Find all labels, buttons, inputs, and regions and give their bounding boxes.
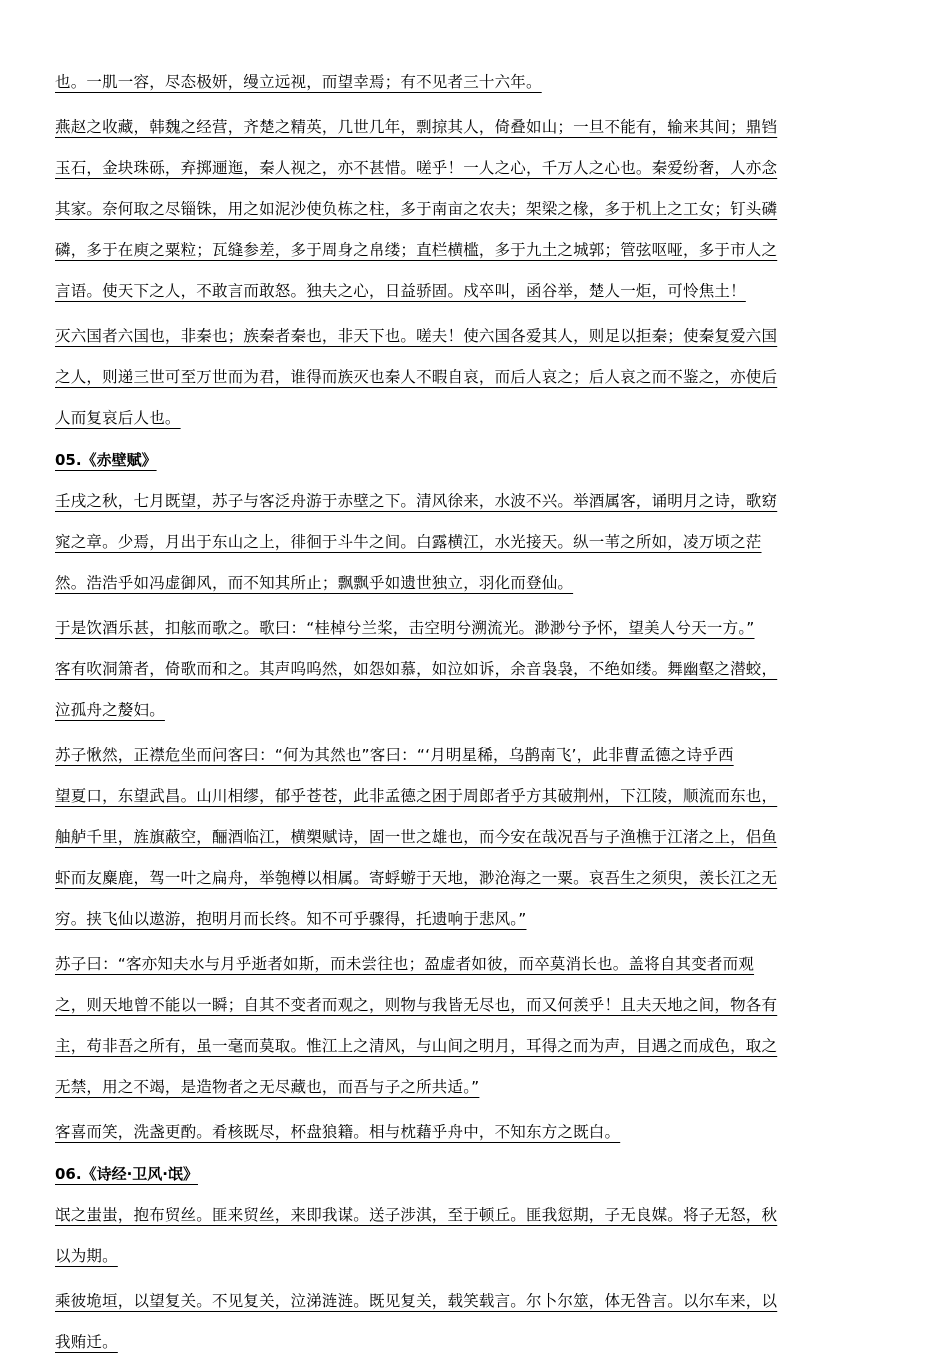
- text-line: 人而复哀后人也。: [55, 409, 181, 427]
- text-line: 然。浩浩乎如冯虚御风，而不知其所止；飘飘乎如遗世独立，羽化而登仙。: [55, 574, 574, 592]
- text-line: 主，苟非吾之所有，虽一毫而莫取。惟江上之清风，与山间之明月，耳得之而为声，目遇之而成色，取之: [55, 1037, 778, 1055]
- text-line: 我贿迁。: [55, 1333, 118, 1351]
- text-line: 泣孤舟之嫠妇。: [55, 701, 165, 719]
- section-heading: 06.《诗经·卫风·氓》: [55, 1165, 198, 1183]
- text-line: 苏子愀然，正襟危坐而问客曰：“何为其然也”客曰：“‘月明星稀，乌鹊南飞’，此非曹孟德之诗乎西: [55, 746, 734, 764]
- text-line: 燕赵之收藏，韩魏之经营，齐楚之精英，几世几年，剽掠其人，倚叠如山；一旦不能有，输来其间；鼎铛: [55, 118, 778, 136]
- text-line: 以为期。: [55, 1247, 118, 1265]
- text-line: 灭六国者六国也，非秦也；族秦者秦也，非天下也。嗟夫！使六国各爱其人，则足以拒秦；使秦复爱六国: [55, 327, 778, 345]
- paragraph: [55, 481, 845, 604]
- text-line: 壬戌之秋，七月既望，苏子与客泛舟游于赤壁之下。清风徐来，水波不兴。举酒属客，诵明月之诗，歌窈: [55, 492, 778, 510]
- text-line: 也。一肌一容，尽态极妍，缦立远视，而望幸焉；有不见者三十六年。: [55, 73, 542, 91]
- text-line: 玉石，金块珠砾，弃掷逦迤，秦人视之，亦不甚惜。嗟乎！一人之心，千万人之心也。秦爱纷奢，人亦念: [55, 159, 778, 177]
- paragraph: [55, 1281, 845, 1363]
- text-line: 于是饮酒乐甚，扣舷而歌之。歌曰：“桂棹兮兰桨，击空明兮溯流光。渺渺兮予怀，望美人兮天一方。”: [55, 619, 755, 637]
- paragraph: [55, 1195, 845, 1277]
- paragraph: [55, 316, 845, 439]
- text-line: 之人，则递三世可至万世而为君，谁得而族灭也秦人不暇自哀，而后人哀之；后人哀之而不鉴之，亦使后: [55, 368, 778, 386]
- paragraph: [55, 608, 845, 731]
- paragraph: [55, 735, 845, 940]
- text-line: 氓之蚩蚩，抱布贸丝。匪来贸丝，来即我谋。送子涉淇，至于顿丘。匪我愆期，子无良媒。将子无怒，秋: [55, 1206, 778, 1224]
- text-line: 其家。奈何取之尽锱铢，用之如泥沙使负栋之柱，多于南亩之农夫；架梁之椽，多于机上之工女；钉头磷: [55, 200, 778, 218]
- text-line: 无禁，用之不竭，是造物者之无尽藏也，而吾与子之所共适。”: [55, 1078, 480, 1096]
- text-line: 客有吹洞箫者，倚歌而和之。其声呜呜然，如怨如慕，如泣如诉，余音袅袅，不绝如缕。舞幽壑之潜蛟，: [55, 660, 778, 678]
- text-line: 虾而友麋鹿，驾一叶之扁舟，举匏樽以相属。寄蜉蝣于天地，渺沧海之一粟。哀吾生之须臾，羡长江之无: [55, 869, 778, 887]
- paragraph: [55, 62, 845, 103]
- text-line: 窕之章。少焉，月出于东山之上，徘徊于斗牛之间。白露横江，水光接天。纵一苇之所如，凌万顷之茫: [55, 533, 762, 551]
- text-line: 之，则天地曾不能以一瞬；自其不变者而观之，则物与我皆无尽也，而又何羡乎！且夫天地之间，物各有: [55, 996, 778, 1014]
- paragraph: [55, 944, 845, 1108]
- document-page: [55, 62, 845, 1367]
- paragraph: [55, 107, 845, 312]
- text-line: 言语。使天下之人，不敢言而敢怒。独夫之心，日益骄固。戍卒叫，函谷举，楚人一炬，可怜焦土！: [55, 282, 746, 300]
- text-line: 舳舻千里，旌旗蔽空，酾酒临江，横槊赋诗，固一世之雄也，而今安在哉况吾与子渔樵于江渚之上，侣鱼: [55, 828, 778, 846]
- section-heading: 05.《赤壁赋》: [55, 451, 157, 469]
- text-line: 穷。挟飞仙以遨游，抱明月而长终。知不可乎骤得，托遗响于悲风。”: [55, 910, 527, 928]
- text-line: 客喜而笑，洗盏更酌。肴核既尽，杯盘狼籍。相与枕藉乎舟中，不知东方之既白。: [55, 1123, 621, 1141]
- paragraph: [55, 1112, 845, 1153]
- text-line: 磷，多于在庾之粟粒；瓦缝参差，多于周身之帛缕；直栏横槛，多于九土之城郭；管弦呕哑，多于市人之: [55, 241, 778, 259]
- text-line: 望夏口，东望武昌。山川相缪，郁乎苍苍，此非孟德之困于周郎者乎方其破荆州，下江陵，顺流而东也，: [55, 787, 778, 805]
- text-line: 乘彼垝垣，以望复关。不见复关，泣涕涟涟。既见复关，载笑载言。尔卜尔筮，体无咎言。以尔车来，以: [55, 1292, 778, 1310]
- text-line: 苏子曰：“客亦知夫水与月乎逝者如斯，而未尝往也；盈虚者如彼，而卒莫消长也。盖将自其变者而观: [55, 955, 755, 973]
